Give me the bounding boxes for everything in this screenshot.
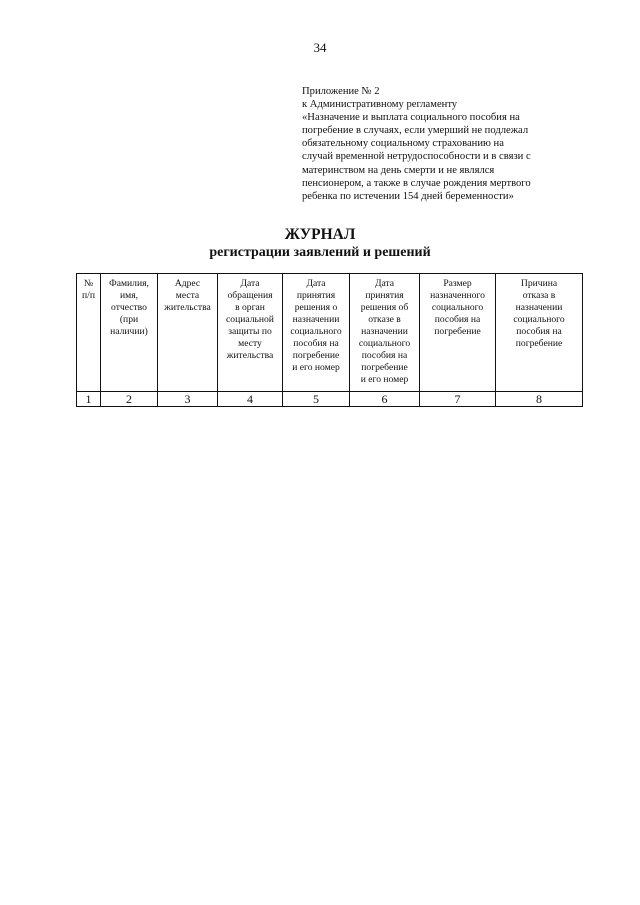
column-number-cell: 5 [283,392,350,407]
column-header-line: места [175,290,200,301]
column-number-cell: 3 [158,392,218,407]
column-header-line: пособия на [434,314,481,325]
column-header-line: социального [358,338,411,349]
column-header-line: защиты по [228,326,272,337]
column-header-line: социального [290,326,342,337]
column-header [420,274,496,392]
column-number-cell: 2 [101,392,158,407]
column-header-line: в орган [235,302,265,313]
column-header-line: погребение [361,362,408,373]
column-header-line: пособия на [293,338,339,349]
appendix-header [302,85,592,203]
column-header-line: отказе в [368,314,401,325]
table-header-row [77,274,583,392]
column-header-line: жительства [164,302,211,313]
column-header-line: социального [431,302,484,313]
column-header-line: имя, [119,290,139,301]
column-header [350,274,420,392]
appendix-line: к Административному регламенту [302,99,458,111]
column-header-line: погребение [292,350,340,361]
column-header-line: Адрес [174,278,201,289]
column-header-line: Причина [520,278,558,289]
column-header-line: принятия [365,290,404,301]
column-header-line: принятия [296,290,336,301]
column-header-line: решения об [360,302,409,313]
column-header-line: (при [119,314,139,325]
page-number: 34 [313,40,327,55]
column-header-line: назначенного [430,290,485,301]
column-header-line: погребение [515,338,563,349]
column-header [158,274,218,392]
column-header-line: социального [513,314,565,325]
column-header-line: месту [238,338,262,349]
column-number-cell: 6 [350,392,420,407]
column-header-line: назначении [292,314,340,325]
column-header-line: и его номер [360,374,409,385]
column-number-cell: 4 [218,392,283,407]
journal-title: ЖУРНАЛ [284,226,356,243]
journal-subtitle: регистрации заявлений и решений [209,245,431,260]
column-number-cell: 7 [420,392,496,407]
column-header-line: Фамилия, [109,278,149,289]
appendix-line: пенсионером, а также в случае рождения мертвого [302,177,531,189]
column-header-line: жительства [226,350,274,361]
appendix-line: Приложение № 2 [302,86,380,97]
column-header [283,274,350,392]
column-header-line: назначении [515,302,563,313]
column-header-line: Дата [306,278,326,289]
column-header [496,274,583,392]
column-header-line: Размер [443,278,472,289]
appendix-line: материнством на день смерти и не являлся [302,164,495,176]
column-header-line: Дата [374,278,395,289]
column-header-line: пособия на [516,326,562,337]
appendix-line: «Назначение и выплата социального пособия на [302,112,520,124]
column-header [218,274,283,392]
column-header [77,274,101,392]
column-header-line: назначении [361,326,408,337]
appendix-line: обязательному социальному страхованию на [302,138,504,150]
appendix-line: погребение в случаях, если умерший не подлежал [302,125,529,137]
journal-table [76,273,583,407]
appendix-line: ребенка по истечении 154 дней беременности» [302,190,514,202]
column-header-line: пособия на [361,350,408,361]
table-column-number-row [77,392,583,407]
column-header-line: погребение [434,326,481,337]
appendix-line: случай временной нетрудоспособности и в связи с [302,151,531,163]
column-header-line: решения о [294,302,338,313]
column-number-cell: 1 [77,392,101,407]
column-header [101,274,158,392]
column-header-line: Дата [240,278,260,289]
column-number-cell: 8 [496,392,583,407]
column-header-line: обращения [227,290,273,301]
column-header-line: отказа в [522,290,556,301]
column-header-line: наличии) [110,326,148,337]
column-header-line: п/п [82,290,95,301]
column-header-line: и его номер [292,362,340,373]
column-header-line: отчество [111,302,147,313]
column-header-line: № [83,278,94,289]
column-header-line: социальной [226,314,274,325]
